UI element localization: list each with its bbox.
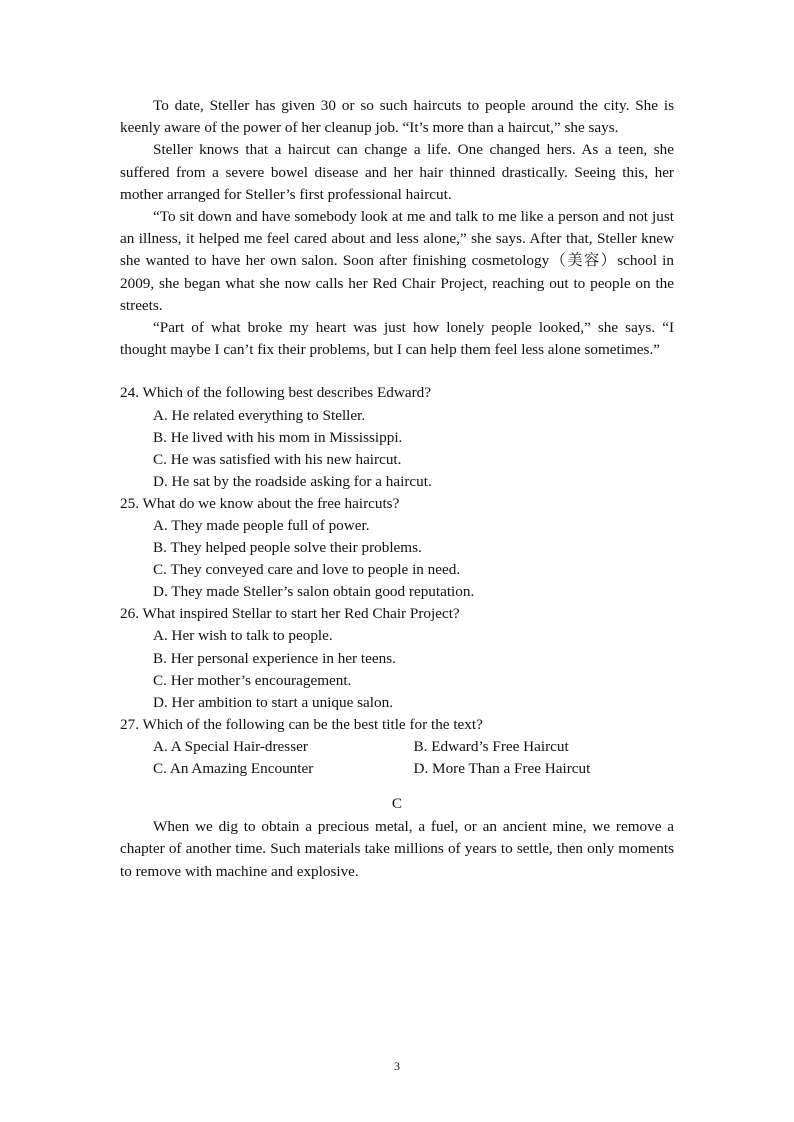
question-stem: 24. Which of the following best describes Edward?: [120, 384, 431, 402]
spacer: [120, 361, 674, 382]
option-a: A. Her wish to talk to people.: [153, 627, 333, 645]
question-stem: 25. What do we know about the free haircuts?: [120, 494, 400, 512]
option-b: B. They helped people solve their problems.: [153, 539, 422, 557]
passage-b: [120, 95, 674, 361]
question-24: [120, 382, 674, 492]
question-27: [120, 714, 674, 780]
option-c: C. He was satisfied with his new haircut.: [153, 450, 402, 468]
page-number: 3: [394, 1059, 400, 1073]
paragraph: Steller knows that a haircut can change a life. One changed hers. As a teen, she suffered from a severe bowel disease and her hair thinned drastically. Seeing this, her mother arranged for Steller’s first professional haircut.: [120, 141, 674, 203]
question-25: [120, 493, 674, 603]
paragraph: “Part of what broke my heart was just how lonely people looked,” she says. “I thought maybe I can’t fix their problems, but I can help them feel less alone sometimes.”: [120, 319, 674, 359]
option-c: C. They conveyed care and love to people in need.: [153, 561, 461, 579]
question-stem: 26. What inspired Stellar to start her Red Chair Project?: [120, 605, 460, 623]
option-b: B. He lived with his mom in Mississippi.: [153, 428, 403, 446]
option-a: A. A Special Hair-dresser: [153, 737, 308, 755]
paragraph: When we dig to obtain a precious metal, a fuel, or an ancient mine, we remove a chapter of another time. Such materials take millions of years to settle, then only moments to remove with machine and explosive.: [120, 818, 674, 880]
option-d: D. He sat by the roadside asking for a haircut.: [153, 472, 432, 490]
question-stem: 27. Which of the following can be the best title for the text?: [120, 715, 483, 733]
options-row: [120, 758, 674, 780]
option-c: C. Her mother’s encouragement.: [153, 671, 352, 689]
option-b: B. Edward’s Free Haircut: [413, 737, 569, 755]
option-c: C. An Amazing Encounter: [153, 760, 314, 778]
option-d: D. They made Steller’s salon obtain good reputation.: [153, 583, 475, 601]
question-26: [120, 603, 674, 713]
option-a: A. They made people full of power.: [153, 517, 370, 534]
option-b: B. Her personal experience in her teens.: [153, 649, 396, 667]
page-content: [120, 95, 674, 883]
option-d: D. More Than a Free Haircut: [413, 760, 591, 778]
options-row: [120, 736, 674, 758]
option-a: A. He related everything to Steller.: [153, 406, 366, 424]
section-heading: C: [391, 795, 403, 813]
paragraph: To date, Steller has given 30 or so such haircuts to people around the city. She is keenly aware of the power of her cleanup job. “It’s more than a haircut,” she says.: [120, 97, 674, 137]
option-d: D. Her ambition to start a unique salon.: [153, 693, 393, 711]
paragraph: “To sit down and have somebody look at me and talk to me like a person and not just an illness, it helped me feel cared about and less alone,” she says. After that, Steller knew she wanted to have her own salon. Soon after finishing cosmetology（美容）school in 2009, she began what she now calls her Red Chair Project, reaching out to people on the streets.: [120, 208, 674, 314]
